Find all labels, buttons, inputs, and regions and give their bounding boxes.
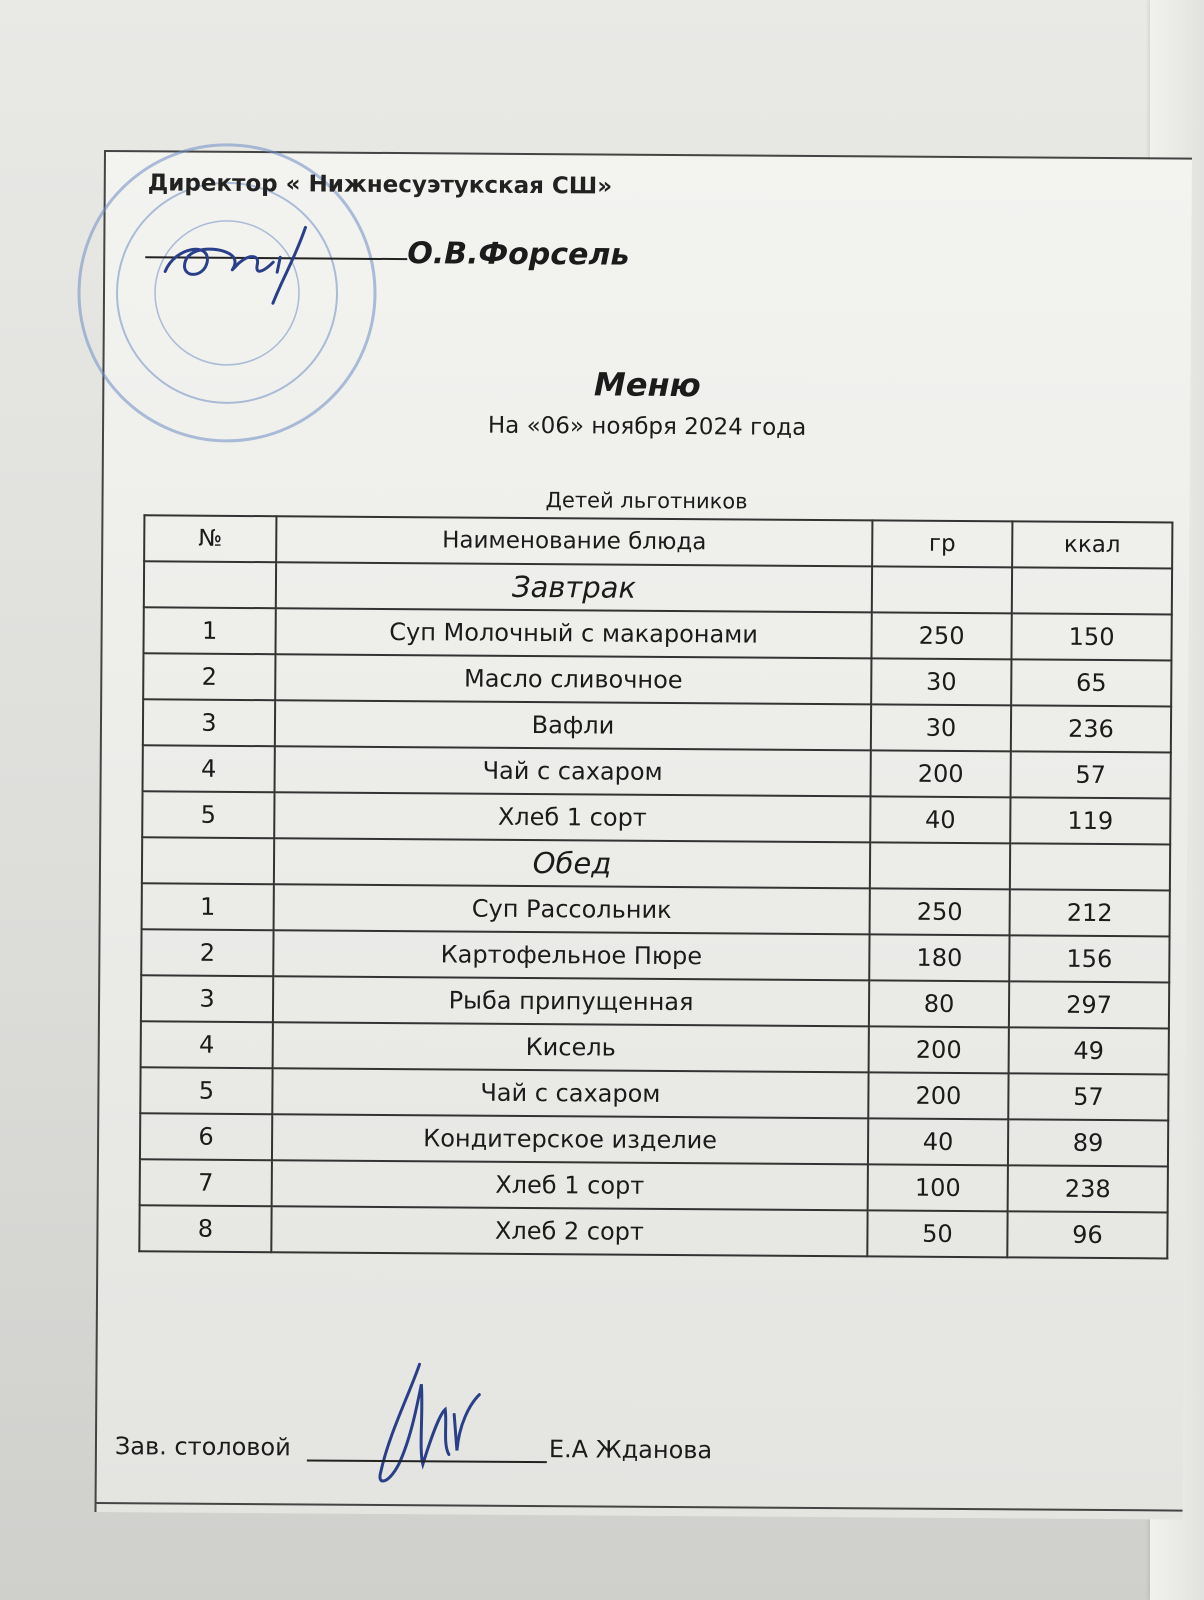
- cell-number: 1: [142, 883, 274, 930]
- table-row: [140, 1067, 1168, 1120]
- cell-kcal: 49: [1009, 1027, 1169, 1074]
- cell-grams: 100: [868, 1164, 1008, 1211]
- cell-grams: 30: [871, 658, 1011, 705]
- table-row: [139, 1205, 1167, 1258]
- cell-kcal: 297: [1009, 981, 1169, 1028]
- cell-dish-name: Хлеб 1 сорт: [272, 1160, 868, 1210]
- menu-title: Меню: [593, 365, 701, 405]
- header-number: №: [144, 515, 276, 562]
- cell-dish-name: Кондитерское изделие: [272, 1114, 868, 1164]
- cell-number: 3: [143, 699, 275, 746]
- cell-number: 8: [139, 1205, 271, 1252]
- cell-grams: 200: [871, 750, 1011, 797]
- table-row: [143, 745, 1171, 798]
- menu-table: [138, 514, 1173, 1259]
- cell-grams: 40: [868, 1118, 1008, 1165]
- cell-kcal: 150: [1011, 613, 1171, 660]
- menu-date: На «06» ноября 2024 года: [487, 412, 807, 441]
- cell-number: 7: [140, 1159, 272, 1206]
- cell-kcal: 57: [1011, 751, 1171, 798]
- cell-number: 6: [140, 1113, 272, 1160]
- table-row: [142, 791, 1170, 844]
- cell-grams: 250: [871, 612, 1011, 659]
- cell-grams: 50: [867, 1210, 1007, 1257]
- canteen-head-name: Е.А Жданова: [548, 1435, 713, 1465]
- cell-dish-name: Картофельное Пюре: [273, 930, 869, 980]
- header-dish-name: Наименование блюда: [276, 516, 872, 566]
- header-grams: гр: [872, 520, 1012, 567]
- cell-number: 4: [143, 745, 275, 792]
- cell-grams: 180: [869, 934, 1009, 981]
- menu-subtitle: Детей льготников: [545, 488, 748, 514]
- cell-dish-name: Суп Рассольник: [274, 884, 870, 934]
- table-row: [141, 975, 1169, 1028]
- header-kcal: ккал: [1012, 521, 1172, 568]
- cell-number: 5: [140, 1067, 272, 1114]
- section-row-breakfast: [144, 561, 1172, 614]
- cell-dish-name: Хлеб 2 сорт: [271, 1206, 867, 1256]
- cell-kcal: 212: [1010, 889, 1170, 936]
- cell-number: 1: [143, 607, 275, 654]
- cell-kcal: 89: [1008, 1119, 1168, 1166]
- table-row: [142, 883, 1170, 936]
- table-row: [143, 653, 1171, 706]
- sheet-bottom-edge: [97, 1502, 1183, 1512]
- cell-grams: 250: [870, 888, 1010, 935]
- canteen-head-label: Зав. столовой: [114, 1432, 291, 1462]
- director-title: Директор « Нижнесуэтукская СШ»: [147, 170, 613, 200]
- cell-kcal: 156: [1009, 935, 1169, 982]
- table-header-row: [144, 515, 1172, 568]
- cell-grams: 200: [869, 1026, 1009, 1073]
- cell-number: 2: [143, 653, 275, 700]
- table-row: [143, 699, 1171, 752]
- menu-sheet: [94, 150, 1191, 1520]
- director-name: О.В.Форсель: [407, 236, 630, 273]
- table-row: [140, 1113, 1168, 1166]
- cell-dish-name: Суп Молочный с макаронами: [275, 608, 871, 658]
- section-row-lunch: [142, 837, 1170, 890]
- cell-dish-name: Рыба припущенная: [273, 976, 869, 1026]
- cell-kcal: 96: [1007, 1211, 1167, 1258]
- cell-kcal: 119: [1010, 797, 1170, 844]
- cell-dish-name: Хлеб 1 сорт: [274, 792, 870, 842]
- cell-number: 2: [141, 929, 273, 976]
- cell-dish-name: Чай с сахаром: [272, 1068, 868, 1118]
- cell-grams: 80: [869, 980, 1009, 1027]
- table-row: [140, 1159, 1168, 1212]
- canteen-head-signature: [359, 1354, 490, 1495]
- cell-dish-name: Вафли: [275, 700, 871, 750]
- table-row: [143, 607, 1171, 660]
- cell-dish-name: Масло сливочное: [275, 654, 871, 704]
- cell-grams: 30: [871, 704, 1011, 751]
- cell-dish-name: Чай с сахаром: [275, 746, 871, 796]
- cell-number: 3: [141, 975, 273, 1022]
- cell-dish-name: Кисель: [273, 1022, 869, 1072]
- cell-grams: 40: [870, 796, 1010, 843]
- cell-kcal: 65: [1011, 659, 1171, 706]
- director-signature: [155, 216, 356, 307]
- cell-number: 5: [142, 791, 274, 838]
- cell-kcal: 57: [1008, 1073, 1168, 1120]
- section-title-lunch: Обед: [274, 838, 870, 888]
- cell-number: 4: [141, 1021, 273, 1068]
- cell-kcal: 238: [1008, 1165, 1168, 1212]
- cell-grams: 200: [868, 1072, 1008, 1119]
- section-title-breakfast: Завтрак: [276, 562, 872, 612]
- cell-kcal: 236: [1011, 705, 1171, 752]
- table-row: [141, 1021, 1169, 1074]
- table-row: [141, 929, 1169, 982]
